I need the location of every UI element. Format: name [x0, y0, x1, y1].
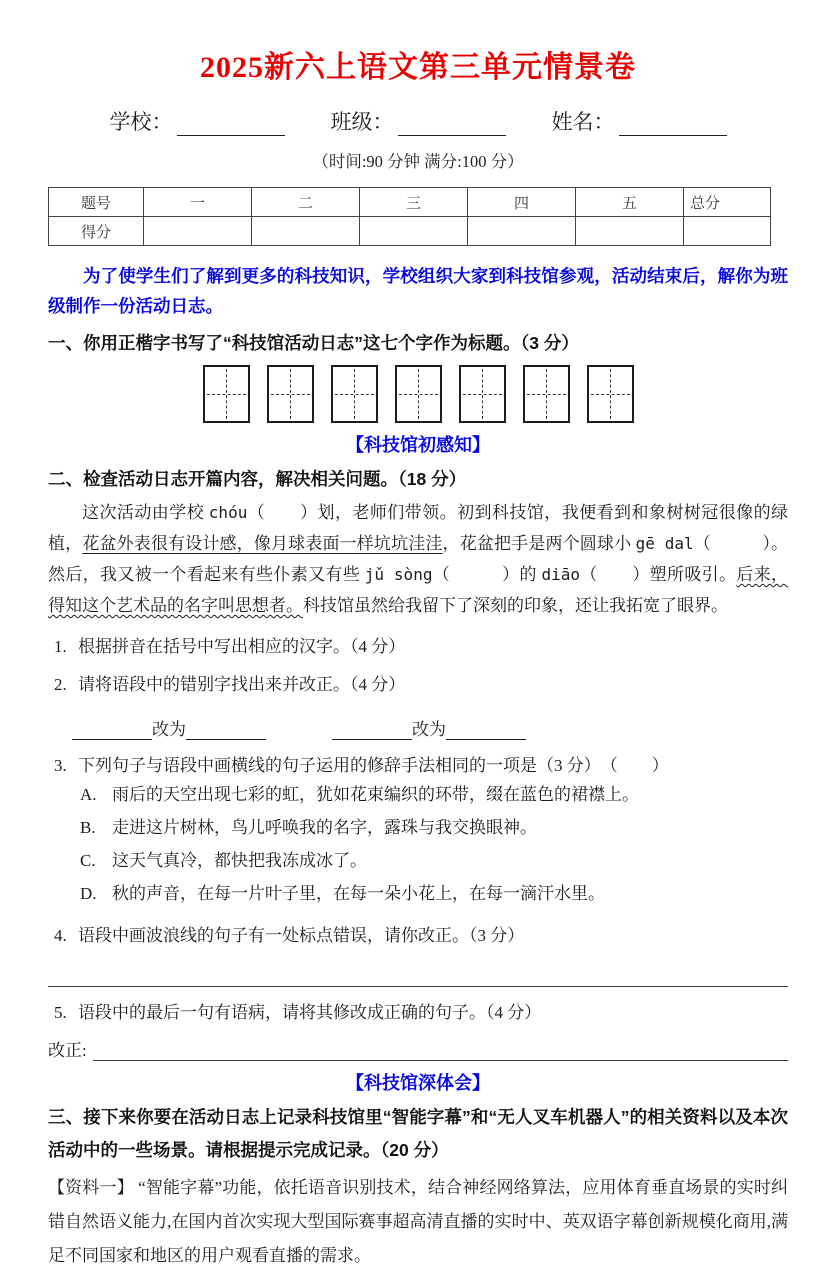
passage-underlined-sentence: 花盆外表很有设计感，像月球表面一样坑坑洼洼: [82, 534, 443, 553]
question-text: 语段中画波浪线的句子有一处标点错误，请你改正。（3 分）: [78, 926, 525, 945]
score-table-cell: 五: [576, 188, 684, 217]
gaiwei-label: 改为: [152, 720, 186, 739]
banner-first-impression: 【科技馆初感知】: [346, 435, 490, 455]
score-table-cell: 一: [144, 188, 252, 217]
passage-text: （ ）的: [432, 565, 542, 584]
name-blank[interactable]: [619, 113, 727, 136]
section-one-title: 一、你用正楷字书写了“科技馆活动日志”这七个字作为标题。（3 分）: [48, 333, 579, 353]
page-title: 2025新六上语文第三单元情景卷: [200, 51, 636, 84]
grid-dashed-horizontal: [271, 394, 310, 395]
passage-text: （ ）塑所吸引。: [579, 565, 737, 584]
school-blank[interactable]: [177, 113, 285, 136]
writing-grid-box[interactable]: [459, 365, 506, 423]
option-letter: D.: [80, 883, 97, 903]
score-table-cell: 总分: [684, 188, 771, 217]
grid-dashed-horizontal: [335, 394, 374, 395]
answer-blank[interactable]: [186, 722, 266, 740]
score-cell-empty[interactable]: [576, 217, 684, 246]
option-text: 雨后的天空出现七彩的虹，犹如花束编织的环带，缀在蓝色的裙襟上。: [112, 784, 639, 804]
score-cell-empty[interactable]: [468, 217, 576, 246]
score-cell-empty[interactable]: [684, 217, 771, 246]
grid-dashed-horizontal: [463, 394, 502, 395]
score-table-score-row: [49, 217, 771, 246]
option-d: [80, 878, 788, 911]
score-table-cell: 题号: [49, 188, 144, 217]
section-three-title: 三、接下来你要在活动日志上记录科技馆里“智能字幕”和“无人叉车机器人”的相关资料以及本次活动中的一些场景。请根据提示完成记录。（20 分）: [48, 1107, 788, 1160]
question-1: [48, 634, 788, 659]
score-table-header-row: [49, 188, 771, 217]
question-2-answer-blanks: [72, 715, 788, 740]
passage-pinyin: diāo: [541, 565, 580, 584]
option-text: 这天气真冷，都快把我冻成冰了。: [112, 850, 367, 870]
answer-blank[interactable]: [332, 722, 412, 740]
option-b: [80, 812, 788, 845]
question-text: 根据拼音在括号中写出相应的汉字。（4 分）: [78, 637, 406, 656]
writing-grid-box[interactable]: [587, 365, 634, 423]
reading-passage: [48, 497, 788, 621]
passage-wavy-sentence: 后来，得知这个艺术品的名字叫思想者。: [48, 565, 789, 615]
option-c: [80, 845, 788, 878]
scenario-intro: 为了使学生们了解到更多的科技知识，学校组织大家到科技馆参观，活动结束后，解你为班级制作一份活动日志。: [48, 266, 788, 316]
question-4-answer-line[interactable]: [48, 975, 788, 987]
question-5-answer-line[interactable]: [93, 1043, 788, 1061]
writing-grid-row: [48, 365, 788, 423]
question-text: 请将语段中的错别字找出来并改正。（4 分）: [78, 675, 406, 694]
class-blank[interactable]: [398, 113, 506, 136]
writing-grid-box[interactable]: [523, 365, 570, 423]
option-letter: A.: [80, 784, 97, 804]
score-cell-empty[interactable]: [360, 217, 468, 246]
score-table-cell: 三: [360, 188, 468, 217]
passage-text: 这次活动由学校: [82, 503, 209, 522]
exam-meta: （时间:90 分钟 满分:100 分）: [312, 152, 524, 171]
passage-text: ，花盆把手是两个圆球小: [442, 534, 636, 553]
passage-text: （ ）划，老师们带领。初到科技馆，我便看到和象树树冠很像的绿植，: [48, 503, 789, 553]
material-one-label: 【资料一】: [48, 1178, 134, 1197]
question-2: [48, 672, 788, 697]
gaiwei-label: 改为: [412, 720, 446, 739]
passage-text: （ ）。然后，我又被一个看起来有些仆素又有些: [48, 534, 789, 584]
question-3: [48, 753, 788, 778]
question-3-options: [80, 779, 788, 911]
option-a: [80, 779, 788, 812]
score-table-cell: 四: [468, 188, 576, 217]
name-field: [552, 106, 727, 136]
score-table: [48, 187, 771, 246]
answer-blank[interactable]: [446, 722, 526, 740]
grid-dashed-horizontal: [527, 394, 566, 395]
question-number: 1.: [54, 637, 67, 656]
class-label: 班级：: [330, 110, 394, 134]
material-one-text: “智能字幕”功能，依托语音识别技术，结合神经网络算法，应用体育垂直场景的实时纠错自然语义能力,在国内首次实现大型国际赛事超高清直播的实时中、英双语字幕创新规模化商用,满足不同国家和地区的用户观看直播的需求。: [48, 1178, 789, 1265]
question-number: 3.: [54, 756, 67, 775]
class-field: [331, 106, 506, 136]
student-info-row: [48, 106, 788, 136]
grid-dashed-horizontal: [207, 394, 246, 395]
material-one-paragraph: [48, 1171, 788, 1273]
option-letter: C.: [80, 850, 96, 870]
name-label: 姓名：: [551, 110, 615, 134]
question-text: 语段中的最后一句有语病，请将其修改成正确的句子。（4 分）: [78, 1003, 542, 1022]
score-cell-empty[interactable]: [144, 217, 252, 246]
score-cell-empty[interactable]: [252, 217, 360, 246]
score-table-cell: 二: [252, 188, 360, 217]
option-text: 秋的声音，在每一片叶子里，在每一朵小花上，在每一滴汗水里。: [112, 883, 605, 903]
option-letter: B.: [80, 817, 96, 837]
grid-dashed-horizontal: [591, 394, 630, 395]
passage-pinyin: chóu: [208, 503, 248, 522]
option-text: 走进这片树林，鸟儿呼唤我的名字，露珠与我交换眼神。: [112, 817, 537, 837]
grid-dashed-horizontal: [399, 394, 438, 395]
banner-deep-experience: 【科技馆深体会】: [346, 1073, 490, 1093]
correction-label: 改正:: [48, 1041, 87, 1060]
question-text: 下列句子与语段中画横线的句子运用的修辞手法相同的一项是（3 分） （ ）: [78, 756, 669, 775]
writing-grid-box[interactable]: [267, 365, 314, 423]
passage-pinyin: jǔ sòng: [364, 565, 433, 584]
writing-grid-box[interactable]: [331, 365, 378, 423]
question-number: 4.: [54, 926, 67, 945]
question-5: [48, 1000, 788, 1025]
question-number: 5.: [54, 1003, 67, 1022]
passage-text: 科技馆虽然给我留下了深刻的印象，还让我拓宽了眼界。: [303, 596, 728, 615]
school-field: [110, 106, 285, 136]
score-table-cell: 得分: [49, 217, 144, 246]
passage-pinyin: gē dal: [635, 534, 694, 553]
writing-grid-box[interactable]: [395, 365, 442, 423]
school-label: 学校：: [109, 110, 173, 134]
question-5-correction-row: [48, 1036, 788, 1061]
answer-blank[interactable]: [72, 722, 152, 740]
question-number: 2.: [54, 675, 67, 694]
section-two-title: 二、检查活动日志开篇内容，解决相关问题。（18 分）: [48, 469, 467, 489]
writing-grid-box[interactable]: [203, 365, 250, 423]
question-4: [48, 923, 788, 948]
